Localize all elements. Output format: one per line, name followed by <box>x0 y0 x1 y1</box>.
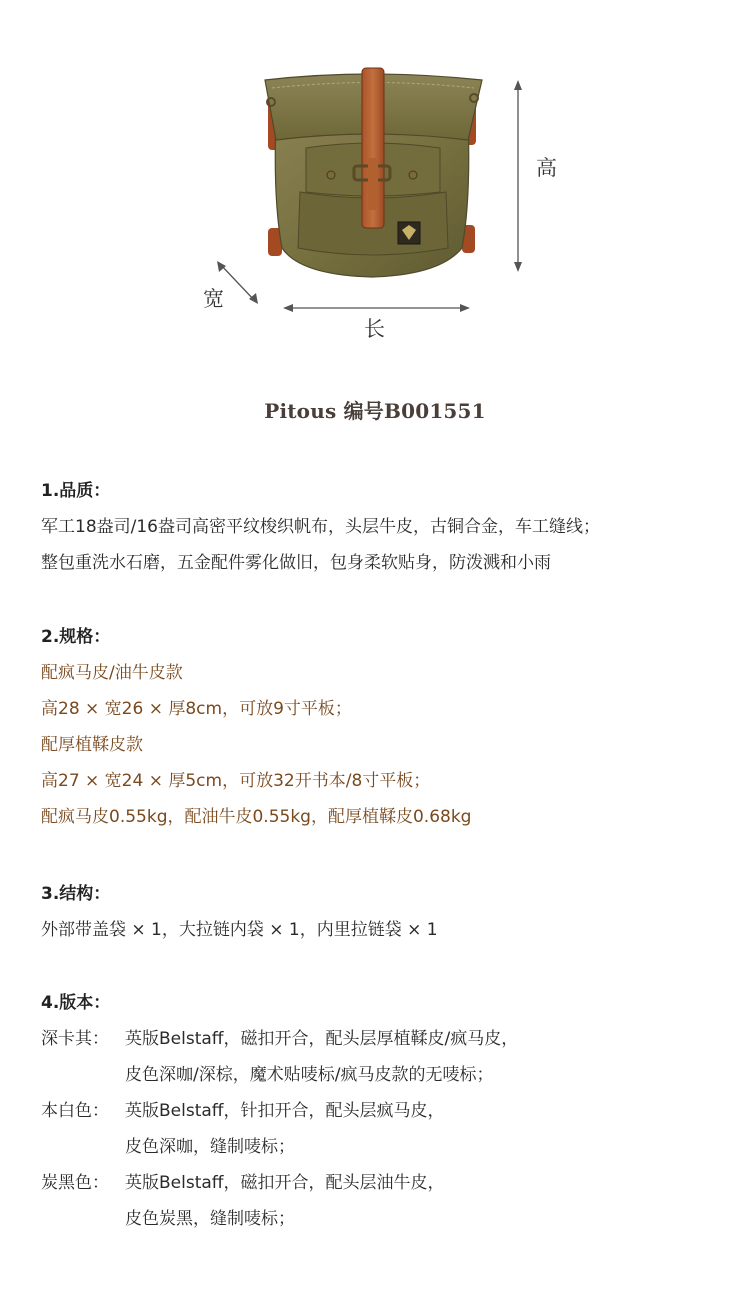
version-heading: 4.版本： <box>41 993 111 1013</box>
version-item <box>41 1093 731 1129</box>
version-color-key: 深卡其： <box>41 1029 109 1049</box>
length-arrow <box>283 304 470 312</box>
version-section <box>41 985 731 1237</box>
version-desc-cont: 皮色炭黑，缝制唛标； <box>125 1209 295 1229</box>
version-desc: 英版Belstaff，针扣开合，配头层疯马皮， <box>125 1101 445 1121</box>
quality-section <box>41 473 731 581</box>
version-color-key: 本白色： <box>41 1101 109 1121</box>
product-figure <box>0 0 750 360</box>
version-color-key: 炭黑色： <box>41 1173 109 1193</box>
spec-line: 配疯马皮/油牛皮款 <box>41 663 183 683</box>
spec-line: 高28 × 宽26 × 厚8cm，可放9寸平板； <box>41 699 352 719</box>
structure-heading: 3.结构： <box>41 884 111 904</box>
version-desc: 英版Belstaff，磁扣开合，配头层油牛皮， <box>125 1173 445 1193</box>
height-arrow <box>514 80 522 272</box>
version-item <box>41 1021 731 1057</box>
version-desc-cont: 皮色深咖，缝制唛标； <box>125 1137 295 1157</box>
version-item <box>41 1165 731 1201</box>
spec-heading: 2.规格： <box>41 627 111 647</box>
quality-heading: 1.品质： <box>41 481 111 501</box>
spec-line: 配厚植鞣皮款 <box>41 735 143 755</box>
structure-line: 外部带盖袋 × 1，大拉链内袋 × 1，内里拉链袋 × 1 <box>41 920 438 940</box>
width-label: 宽 <box>203 287 224 311</box>
quality-line: 军工18盎司/16盎司高密平纹梭织帆布，头层牛皮，古铜合金，车工缝线； <box>41 517 600 537</box>
spec-section <box>41 619 731 835</box>
quality-line: 整包重洗水石磨，五金配件雾化做旧，包身柔软贴身，防泼溅和小雨 <box>41 553 551 573</box>
structure-section <box>41 876 731 948</box>
length-label: 长 <box>364 317 385 341</box>
spec-line: 高27 × 宽24 × 厚5cm，可放32开书本/8寸平板； <box>41 771 431 791</box>
version-desc-cont: 皮色深咖/深棕，魔术贴唛标/疯马皮款的无唛标； <box>125 1065 494 1085</box>
height-label: 高 <box>536 156 557 180</box>
product-title: Pitous 编号B001551 <box>264 399 486 423</box>
version-desc: 英版Belstaff，磁扣开合，配头层厚植鞣皮/疯马皮， <box>125 1029 519 1049</box>
spec-line: 配疯马皮0.55kg，配油牛皮0.55kg，配厚植鞣皮0.68kg <box>41 807 472 827</box>
bag-illustration <box>0 0 750 360</box>
